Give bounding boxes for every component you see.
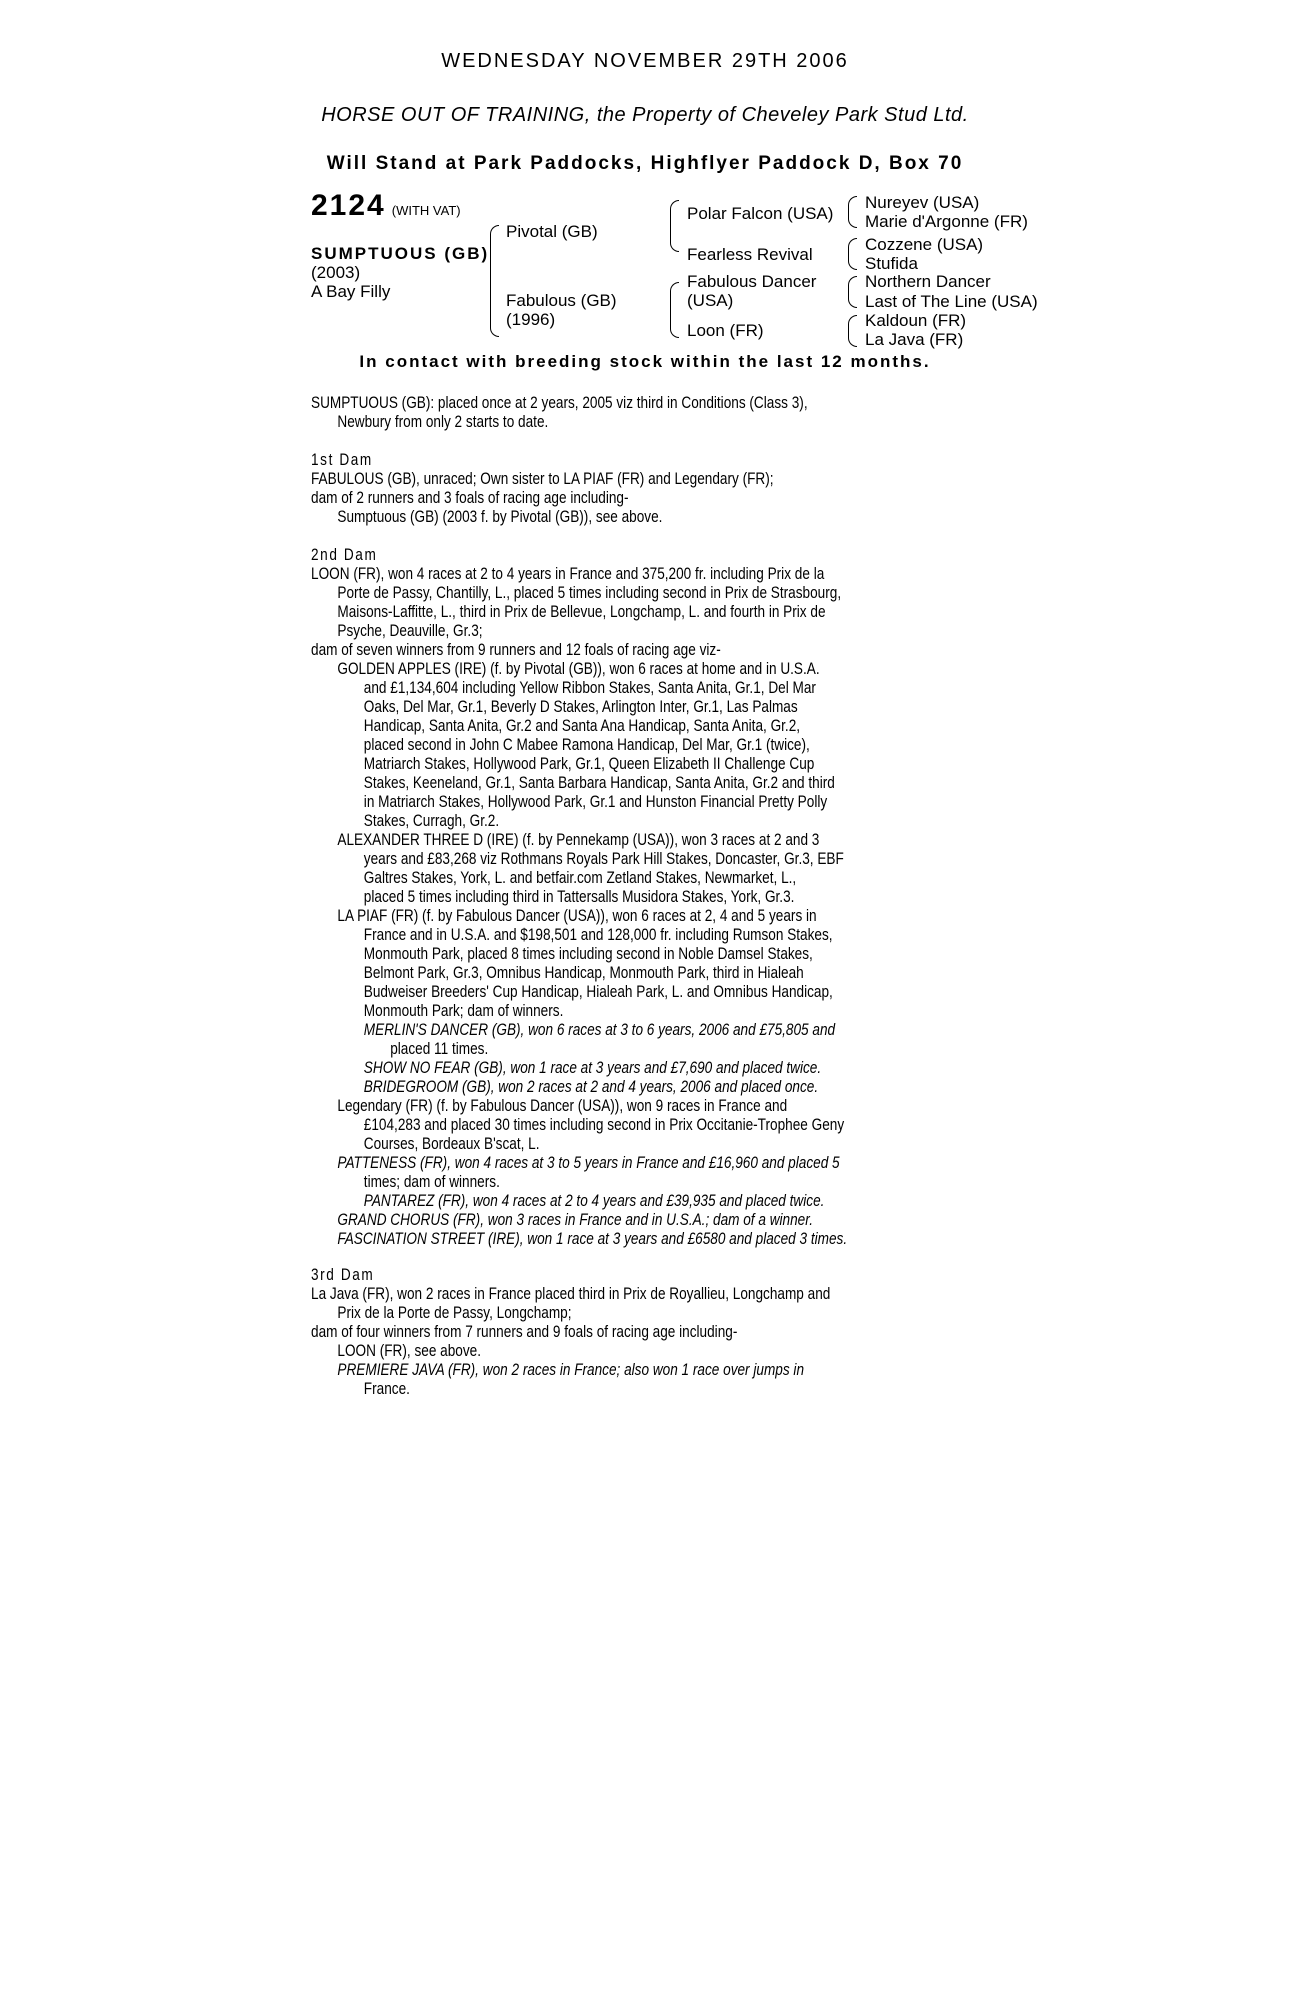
dam-line: Porte de Passy, Chantilly, L., placed 5 times including second in Prix de Strasbourg, — [337, 583, 842, 602]
dam-line: dam of seven winners from 9 runners and 12 foals of racing age viz- — [311, 640, 721, 659]
horse-record — [311, 393, 981, 431]
ancestor-3: Cozzene (USA) — [865, 235, 984, 254]
ancestor-2: Marie d'Argonne (FR) — [865, 212, 1028, 231]
lot-number-line — [311, 189, 461, 222]
produce-line: MERLIN'S DANCER (GB), won 6 races at 3 to 6 years, 2006 and £75,805 and — [363, 1020, 836, 1039]
produce-line: Galtres Stakes, York, L. and betfair.com Zetland Stakes, Newmarket, L., — [363, 868, 797, 887]
dam-line: Sumptuous (GB) (2003 f. by Pivotal (GB)), see above. — [337, 507, 663, 526]
g-brace-4 — [848, 315, 857, 347]
produce-line: and £1,134,604 including Yellow Ribbon Stakes, Santa Anita, Gr.1, Del Mar — [363, 678, 816, 697]
dam-sire-2: (USA) — [687, 291, 734, 310]
produce-line: Monmouth Park, placed 8 times including second in Noble Damsel Stakes, — [363, 944, 813, 963]
ancestor-8: La Java (FR) — [865, 330, 964, 349]
produce-line: £104,283 and placed 30 times including second in Prix Occitanie-Trophee Geny — [363, 1115, 845, 1134]
g-brace-1 — [848, 196, 857, 228]
vat-note: (WITH VAT) — [391, 203, 461, 218]
dam-line: dam of four winners from 7 runners and 9 foals of racing age including- — [311, 1322, 738, 1341]
first-dam-section — [311, 450, 981, 526]
produce-line: SHOW NO FEAR (GB), won 1 race at 3 years and £7,690 and placed twice. — [363, 1058, 822, 1077]
sire-dam: Fearless Revival — [687, 245, 813, 264]
g-brace-2 — [848, 238, 857, 270]
produce-line: GOLDEN APPLES (IRE) (f. by Pivotal (GB)), won 6 races at home and in U.S.A. — [337, 659, 820, 678]
dam-dam: Loon (FR) — [687, 321, 764, 340]
produce-line: Belmont Park, Gr.3, Omnibus Handicap, Monmouth Park, third in Hialeah — [363, 963, 804, 982]
produce-line: Legendary (FR) (f. by Fabulous Dancer (USA)), won 9 races in France and — [337, 1096, 788, 1115]
produce-line: PATTENESS (FR), won 4 races at 3 to 5 years in France and £16,960 and placed 5 — [337, 1153, 840, 1172]
dam-sire-1: Fabulous Dancer — [687, 272, 817, 291]
produce-line: Budweiser Breeders' Cup Handicap, Hialeah Park, L. and Omnibus Handicap, — [363, 982, 833, 1001]
second-dam-section — [311, 545, 981, 1248]
produce-line: Matriarch Stakes, Hollywood Park, Gr.1, Queen Elizabeth II Challenge Cup — [363, 754, 815, 773]
record-line: SUMPTUOUS (GB): placed once at 2 years, 2005 viz third in Conditions (Class 3), — [311, 393, 808, 412]
dam-line: Prix de la Porte de Passy, Longchamp; — [337, 1303, 572, 1322]
dam-line: La Java (FR), won 2 races in France placed third in Prix de Royallieu, Longchamp and — [311, 1284, 831, 1303]
produce-line: placed 5 times including third in Tattersalls Musidora Stakes, York, Gr.3. — [363, 887, 795, 906]
produce-line: LOON (FR), see above. — [337, 1341, 482, 1360]
ancestor-1: Nureyev (USA) — [865, 193, 980, 212]
produce-line: Courses, Bordeaux B'scat, L. — [363, 1134, 540, 1153]
dam-line: Maisons-Laffitte, L., third in Prix de Bellevue, Longchamp, L. and fourth in Prix de — [337, 602, 826, 621]
contact-note: In contact with breeding stock within the last 12 months. — [359, 352, 931, 371]
third-dam-section — [311, 1265, 981, 1398]
produce-line: in Matriarch Stakes, Hollywood Park, Gr.1 and Hunston Financial Pretty Polly — [363, 792, 828, 811]
produce-line: LA PIAF (FR) (f. by Fabulous Dancer (USA)), won 6 races at 2, 4 and 5 years in — [337, 906, 817, 925]
ancestor-6: Last of The Line (USA) — [865, 292, 1038, 311]
sire: Pivotal (GB) — [506, 222, 598, 241]
sale-date: WEDNESDAY NOVEMBER 29TH 2006 — [441, 50, 849, 72]
produce-line: FASCINATION STREET (IRE), won 1 race at 3 years and £6580 and placed 3 times. — [337, 1229, 848, 1248]
stabling-line: Will Stand at Park Paddocks, Highflyer Paddock D, Box 70 — [326, 153, 964, 174]
produce-line: France. — [363, 1379, 410, 1398]
section-heading: 2nd Dam — [311, 545, 378, 564]
produce-line: GRAND CHORUS (FR), won 3 races in France and in U.S.A.; dam of a winner. — [337, 1210, 814, 1229]
produce-line: Oaks, Del Mar, Gr.1, Beverly D Stakes, Arlington Inter, Gr.1, Las Palmas — [363, 697, 798, 716]
produce-line: PREMIERE JAVA (FR), won 2 races in France; also won 1 race over jumps in — [337, 1360, 805, 1379]
dam-line: FABULOUS (GB), unraced; Own sister to LA PIAF (FR) and Legendary (FR); — [311, 469, 774, 488]
sire-brace — [670, 200, 679, 252]
dam: Fabulous (GB) — [506, 291, 617, 310]
section-heading: 3rd Dam — [311, 1265, 375, 1284]
horse-description: A Bay Filly — [311, 282, 391, 301]
produce-line: years and £83,268 viz Rothmans Royals Park Hill Stakes, Doncaster, Gr.3, EBF — [363, 849, 844, 868]
produce-line: Stakes, Keeneland, Gr.1, Santa Barbara Handicap, Santa Anita, Gr.2 and third — [363, 773, 835, 792]
section-heading: 1st Dam — [311, 450, 373, 469]
produce-line: Handicap, Santa Anita, Gr.2 and Santa Ana Handicap, Santa Anita, Gr.2, — [363, 716, 801, 735]
produce-line: times; dam of winners. — [363, 1172, 500, 1191]
produce-line: Monmouth Park; dam of winners. — [363, 1001, 564, 1020]
dam-line: LOON (FR), won 4 races at 2 to 4 years in France and 375,200 fr. including Prix de la — [311, 564, 825, 583]
dam-brace — [670, 282, 679, 338]
produce-line: Stakes, Curragh, Gr.2. — [363, 811, 500, 830]
produce-line: placed 11 times. — [390, 1039, 489, 1058]
dam-year: (1996) — [506, 310, 556, 329]
foaling-year: (2003) — [311, 263, 361, 282]
produce-line: placed second in John C Mabee Ramona Handicap, Del Mar, Gr.1 (twice), — [363, 735, 810, 754]
sire-sire: Polar Falcon (USA) — [687, 204, 834, 223]
produce-line: ALEXANDER THREE D (IRE) (f. by Pennekamp (USA)), won 3 races at 2 and 3 — [337, 830, 820, 849]
produce-line: PANTAREZ (FR), won 4 races at 2 to 4 years and £39,935 and placed twice. — [363, 1191, 825, 1210]
dam-line: dam of 2 runners and 3 foals of racing age including- — [311, 488, 629, 507]
g-brace-3 — [848, 276, 857, 308]
ancestor-5: Northern Dancer — [865, 272, 991, 291]
pedigree-brace — [490, 225, 499, 337]
ancestor-7: Kaldoun (FR) — [865, 311, 967, 330]
ancestor-4: Stufida — [865, 254, 918, 273]
produce-line: BRIDEGROOM (GB), won 2 races at 2 and 4 years, 2006 and placed once. — [363, 1077, 819, 1096]
lot-number: 2124 — [311, 189, 386, 222]
horse-name: SUMPTUOUS (GB) — [311, 244, 490, 263]
record-line: Newbury from only 2 starts to date. — [337, 412, 549, 431]
dam-line: Psyche, Deauville, Gr.3; — [337, 621, 483, 640]
produce-line: France and in U.S.A. and $198,501 and 128,000 fr. including Rumson Stakes, — [363, 925, 833, 944]
vendor-line: HORSE OUT OF TRAINING, the Property of Cheveley Park Stud Ltd. — [321, 104, 969, 126]
